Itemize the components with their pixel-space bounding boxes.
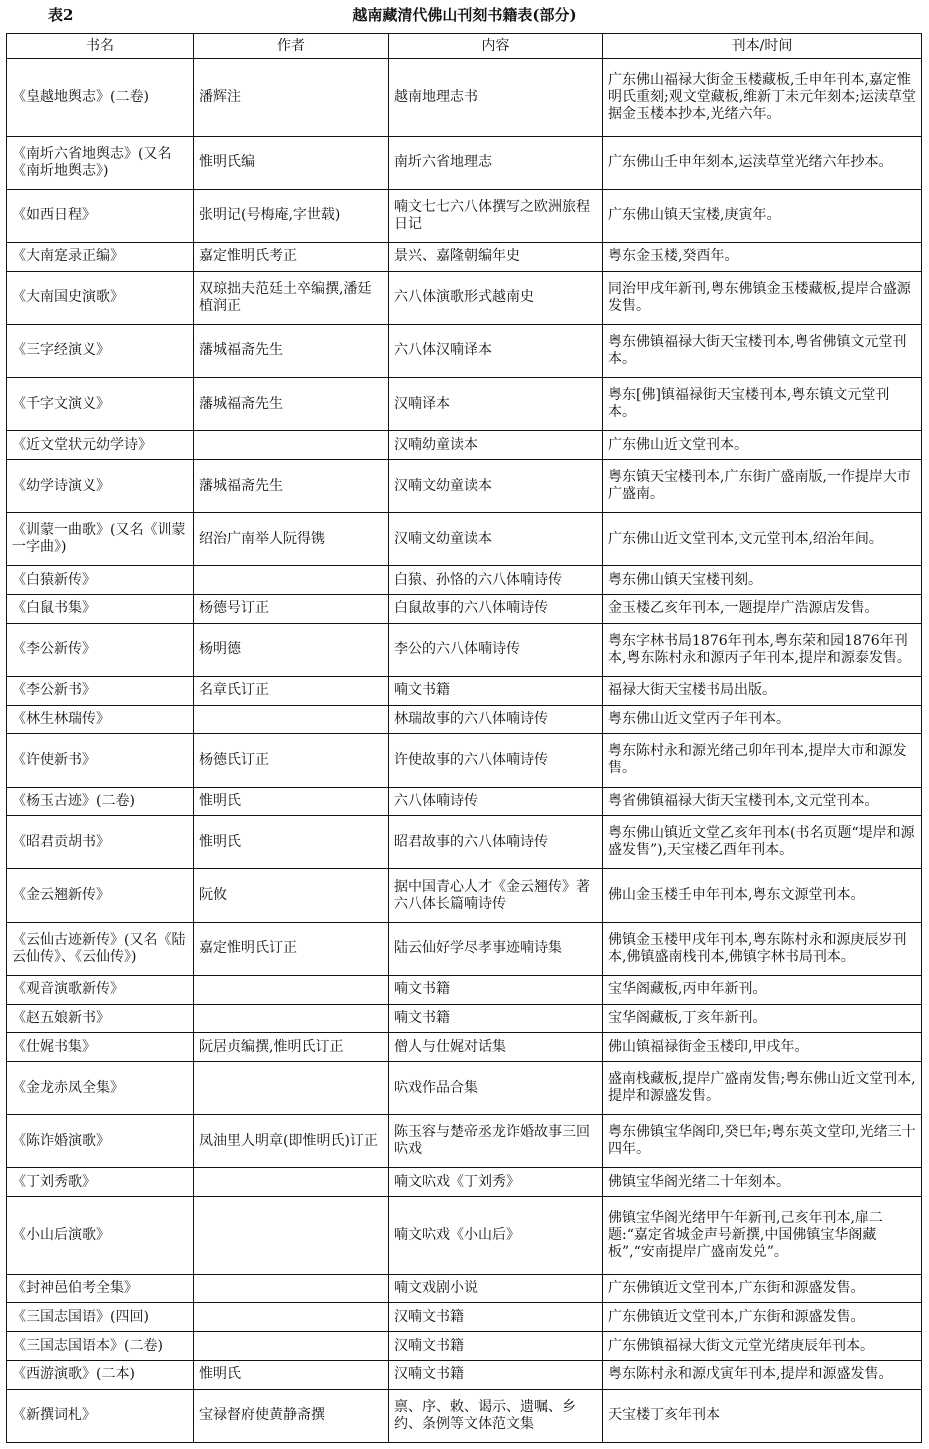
table-row	[7, 816, 922, 869]
cell-title: 《大南国史演歌》	[7, 271, 194, 324]
cell-author: 阮居贞编撰,惟明氏订正	[194, 1033, 389, 1062]
cell-edition: 佛镇金玉楼甲戌年刊本,粤东陈村永和源庚辰岁刊本,佛镇盛南栈刊本,佛镇字林书局刊本。	[603, 922, 922, 975]
table-row	[7, 189, 922, 242]
cell-content: 白猿、孙恪的六八体喃诗传	[389, 566, 603, 595]
cell-edition: 宝华阁藏板,丙申年新刊。	[603, 975, 922, 1004]
table-row	[7, 922, 922, 975]
cell-edition: 广东佛镇福禄大街文元堂光绪庚辰年刊本。	[603, 1332, 922, 1361]
table-row	[7, 242, 922, 271]
table-row	[7, 975, 922, 1004]
cell-edition: 盛南栈藏板,提岸广盛南发售;粤东佛山近文堂刊本,提岸和源盛发售。	[603, 1062, 922, 1115]
cell-edition: 粤省佛镇福禄大街天宝楼刊本,文元堂刊本。	[603, 787, 922, 816]
table-row	[7, 271, 922, 324]
cell-edition: 粤东金玉楼,癸酉年。	[603, 242, 922, 271]
cell-edition: 粤东佛镇宝华阁印,癸巳年;粤东英文堂印,光绪三十四年。	[603, 1115, 922, 1168]
cell-edition: 广东佛山镇天宝楼,庚寅年。	[603, 189, 922, 242]
cell-title: 《金云翘新传》	[7, 869, 194, 922]
cell-edition: 粤东[佛]镇福禄街天宝楼刊本,粤东镇文元堂刊本。	[603, 378, 922, 431]
cell-author: 双琼拙夫范廷土卒编撰,潘廷植润正	[194, 271, 389, 324]
table-row	[7, 1197, 922, 1275]
cell-author	[194, 705, 389, 734]
table-row	[7, 1004, 922, 1033]
cell-edition: 广东佛镇近文堂刊本,广东街和源盛发售。	[603, 1303, 922, 1332]
cell-author: 杨明德	[194, 623, 389, 676]
table-row	[7, 378, 922, 431]
cell-edition: 粤东陈村永和源光绪己卯年刊本,提岸大市和源发售。	[603, 734, 922, 787]
cell-content: 汉喃文幼童读本	[389, 459, 603, 512]
cell-author: 绍治广南举人阮得镌	[194, 513, 389, 566]
cell-content: 汉喃文书籍	[389, 1332, 603, 1361]
table-row	[7, 1360, 922, 1389]
column-header-title: 书名	[7, 34, 194, 59]
cell-title: 《云仙古迹新传》(又名《陆云仙传》、《云仙传》)	[7, 922, 194, 975]
cell-title: 《南圻六省地舆志》(又名《南圻地舆志》)	[7, 136, 194, 189]
cell-title: 《大南寔录正编》	[7, 242, 194, 271]
cell-title: 《皇越地舆志》(二卷)	[7, 59, 194, 137]
cell-content: 许使故事的六八体喃诗传	[389, 734, 603, 787]
cell-author: 张明记(号梅庵,字世载)	[194, 189, 389, 242]
cell-edition: 粤东镇天宝楼刊本,广东街广盛南版,一作提岸大市广盛南。	[603, 459, 922, 512]
cell-author: 惟明氏	[194, 787, 389, 816]
cell-content: 李公的六八体喃诗传	[389, 623, 603, 676]
books-table	[6, 33, 922, 1443]
cell-title: 《杨玉古迹》(二卷)	[7, 787, 194, 816]
cell-author: 藩城福斋先生	[194, 324, 389, 377]
table-number: 表2	[48, 6, 74, 24]
cell-title: 《赵五娘新书》	[7, 1004, 194, 1033]
table-header	[0, 0, 929, 30]
cell-edition: 天宝楼丁亥年刊本	[603, 1389, 922, 1442]
cell-content: 陈玉容与楚帝丞龙诈婚故事三回𠯿戏	[389, 1115, 603, 1168]
cell-title: 《千字文演义》	[7, 378, 194, 431]
table-row	[7, 676, 922, 705]
cell-content: 白鼠故事的六八体喃诗传	[389, 595, 603, 624]
cell-title: 《白猿新传》	[7, 566, 194, 595]
cell-author: 杨德号订正	[194, 595, 389, 624]
cell-edition: 粤东字林书局1876年刊本,粤东荣和园1876年刊本,粤东陈村永和源丙子年刊本,提岸和源泰发售。	[603, 623, 922, 676]
cell-edition: 粤东佛山镇近文堂乙亥年刊本(书名页题“堤岸和源盛发售”),天宝楼乙酉年刊本。	[603, 816, 922, 869]
column-header-edition: 刊本/时间	[603, 34, 922, 59]
table-row	[7, 459, 922, 512]
cell-content: 喃文书籍	[389, 975, 603, 1004]
cell-title: 《新撰词札》	[7, 1389, 194, 1442]
table-row	[7, 1303, 922, 1332]
cell-author	[194, 975, 389, 1004]
cell-title: 《近文堂状元幼学诗》	[7, 431, 194, 460]
cell-edition: 粤东陈村永和源戊寅年刊本,提岸和源盛发售。	[603, 1360, 922, 1389]
cell-title: 《丁刘秀歌》	[7, 1168, 194, 1197]
cell-author: 宝禄督府使黄静斋撰	[194, 1389, 389, 1442]
table-row	[7, 734, 922, 787]
table-row	[7, 705, 922, 734]
cell-content: 喃文书籍	[389, 676, 603, 705]
cell-author	[194, 1332, 389, 1361]
cell-content: 昭君故事的六八体喃诗传	[389, 816, 603, 869]
cell-author	[194, 1062, 389, 1115]
cell-edition: 粤东佛镇福禄大街天宝楼刊本,粤省佛镇文元堂刊本。	[603, 324, 922, 377]
column-header-content: 内容	[389, 34, 603, 59]
cell-author: 凤油里人明章(即惟明氏)订正	[194, 1115, 389, 1168]
cell-author: 名章氏订正	[194, 676, 389, 705]
cell-edition: 佛山镇福禄街金玉楼印,甲戌年。	[603, 1033, 922, 1062]
cell-title: 《观音演歌新传》	[7, 975, 194, 1004]
cell-title: 《金龙赤凤全集》	[7, 1062, 194, 1115]
cell-title: 《陈诈婚演歌》	[7, 1115, 194, 1168]
cell-author	[194, 431, 389, 460]
cell-edition: 广东佛山近文堂刊本,文元堂刊本,绍治年间。	[603, 513, 922, 566]
table-row	[7, 1062, 922, 1115]
cell-title: 《李公新书》	[7, 676, 194, 705]
cell-author: 阮攸	[194, 869, 389, 922]
cell-content: 据中国青心人才《金云翘传》著六八体长篇喃诗传	[389, 869, 603, 922]
cell-title: 《西游演歌》(二本)	[7, 1360, 194, 1389]
cell-author: 嘉定惟明氏订正	[194, 922, 389, 975]
cell-author: 藩城福斋先生	[194, 378, 389, 431]
table-row	[7, 513, 922, 566]
cell-content: 陆云仙好学尽孝事迹喃诗集	[389, 922, 603, 975]
cell-author	[194, 1004, 389, 1033]
table-title: 越南藏清代佛山刊刻书籍表(部分)	[352, 6, 577, 24]
cell-content: 喃文七七六八体撰写之欧洲旅程日记	[389, 189, 603, 242]
table-row	[7, 1274, 922, 1303]
cell-author: 藩城福斋先生	[194, 459, 389, 512]
table-body	[7, 59, 922, 1443]
table-row	[7, 1168, 922, 1197]
cell-content: 禀、序、敕、谒示、遗嘱、乡约、条例等文体范文集	[389, 1389, 603, 1442]
cell-edition: 佛山金玉楼壬申年刊本,粤东文源堂刊本。	[603, 869, 922, 922]
cell-content: 越南地理志书	[389, 59, 603, 137]
table-row	[7, 595, 922, 624]
table-row	[7, 1115, 922, 1168]
cell-author	[194, 1303, 389, 1332]
cell-content: 六八体演歌形式越南史	[389, 271, 603, 324]
cell-author	[194, 1168, 389, 1197]
cell-edition: 福禄大街天宝楼书局出版。	[603, 676, 922, 705]
cell-title: 《幼学诗演义》	[7, 459, 194, 512]
table-row	[7, 1332, 922, 1361]
cell-author	[194, 1197, 389, 1275]
cell-edition: 广东佛山福禄大街金玉楼藏板,壬申年刊本,嘉定惟明氏重刻;观文堂藏板,维新丁未元年刻本;运渎草堂据金玉楼本抄本,光绪六年。	[603, 59, 922, 137]
cell-edition: 广东佛镇近文堂刊本,广东街和源盛发售。	[603, 1274, 922, 1303]
cell-content: 汉喃译本	[389, 378, 603, 431]
table-row	[7, 59, 922, 137]
cell-content: 南圻六省地理志	[389, 136, 603, 189]
table-row	[7, 324, 922, 377]
cell-title: 《封神邑伯考全集》	[7, 1274, 194, 1303]
table-row	[7, 869, 922, 922]
cell-content: 𠯿戏作品合集	[389, 1062, 603, 1115]
cell-title: 《如西日程》	[7, 189, 194, 242]
table-row	[7, 566, 922, 595]
cell-title: 《训蒙一曲歌》(又名《训蒙一字曲》)	[7, 513, 194, 566]
table-row	[7, 787, 922, 816]
cell-author	[194, 566, 389, 595]
cell-content: 喃文𠯿戏《小山后》	[389, 1197, 603, 1275]
cell-content: 汉喃文书籍	[389, 1303, 603, 1332]
cell-edition: 粤东佛山镇天宝楼刊刻。	[603, 566, 922, 595]
cell-title: 《白鼠书集》	[7, 595, 194, 624]
cell-edition: 佛镇宝华阁光绪甲午年新刊,己亥年刊本,扉二题:“嘉定省城金声号新撰,中国佛镇宝华阁藏板”,“安南提岸广盛南发兑”。	[603, 1197, 922, 1275]
cell-title: 《许使新书》	[7, 734, 194, 787]
cell-edition: 同治甲戌年新刊,粤东佛镇金玉楼藏板,提岸合盛源发售。	[603, 271, 922, 324]
cell-title: 《林生林瑞传》	[7, 705, 194, 734]
cell-content: 汉喃文书籍	[389, 1360, 603, 1389]
table-row	[7, 1389, 922, 1442]
cell-author: 惟明氏编	[194, 136, 389, 189]
cell-author	[194, 1274, 389, 1303]
cell-author: 惟明氏	[194, 816, 389, 869]
cell-title: 《李公新传》	[7, 623, 194, 676]
cell-content: 喃文戏剧小说	[389, 1274, 603, 1303]
cell-author: 惟明氏	[194, 1360, 389, 1389]
cell-title: 《小山后演歌》	[7, 1197, 194, 1275]
cell-title: 《仕娓书集》	[7, 1033, 194, 1062]
cell-content: 汉喃文幼童读本	[389, 513, 603, 566]
header-row	[7, 34, 922, 59]
cell-edition: 粤东佛山近文堂丙子年刊本。	[603, 705, 922, 734]
cell-content: 景兴、嘉隆朝编年史	[389, 242, 603, 271]
cell-content: 汉喃幼童读本	[389, 431, 603, 460]
cell-edition: 金玉楼乙亥年刊本,一题提岸广浩源店发售。	[603, 595, 922, 624]
table-row	[7, 431, 922, 460]
column-header-author: 作者	[194, 34, 389, 59]
cell-content: 僧人与仕娓对话集	[389, 1033, 603, 1062]
cell-edition: 宝华阁藏板,丁亥年新刊。	[603, 1004, 922, 1033]
cell-title: 《三国志国语》(四回)	[7, 1303, 194, 1332]
table-row	[7, 136, 922, 189]
cell-edition: 广东佛山近文堂刊本。	[603, 431, 922, 460]
cell-edition: 佛镇宝华阁光绪二十年刻本。	[603, 1168, 922, 1197]
cell-content: 喃文𠯿戏《丁刘秀》	[389, 1168, 603, 1197]
cell-content: 六八体汉喃译本	[389, 324, 603, 377]
cell-content: 林瑞故事的六八体喃诗传	[389, 705, 603, 734]
table-row	[7, 1033, 922, 1062]
cell-title: 《昭君贡胡书》	[7, 816, 194, 869]
cell-title: 《三字经演义》	[7, 324, 194, 377]
cell-content: 喃文书籍	[389, 1004, 603, 1033]
table-row	[7, 623, 922, 676]
cell-author: 潘辉注	[194, 59, 389, 137]
cell-title: 《三国志国语本》(二卷)	[7, 1332, 194, 1361]
cell-author: 嘉定惟明氏考正	[194, 242, 389, 271]
cell-author: 杨德氏订正	[194, 734, 389, 787]
cell-edition: 广东佛山壬申年刻本,运渎草堂光绪六年抄本。	[603, 136, 922, 189]
cell-content: 六八体喃诗传	[389, 787, 603, 816]
